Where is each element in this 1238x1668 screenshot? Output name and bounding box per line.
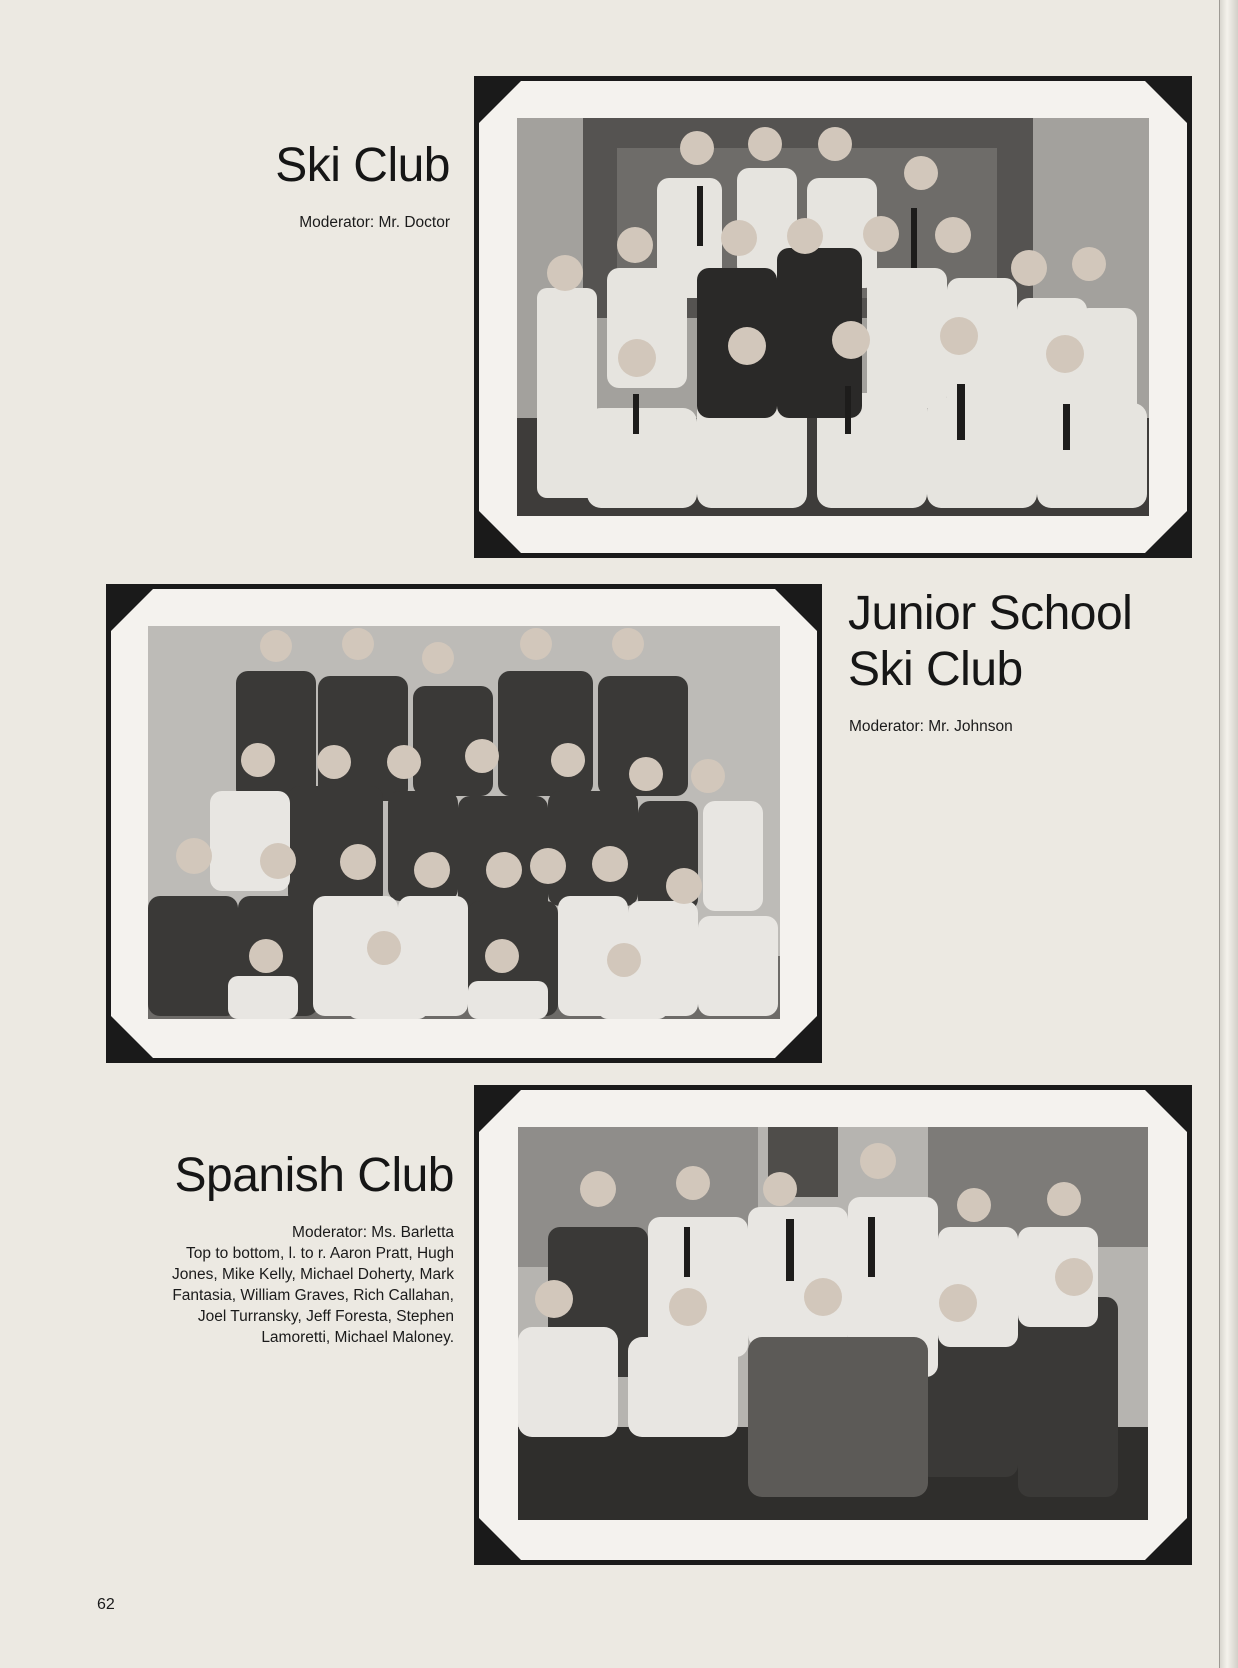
ski-club-title: Ski Club — [275, 139, 450, 192]
junior-ski-club-title-line2: Ski Club — [848, 643, 1023, 696]
junior-ski-club-group-photo — [148, 626, 780, 1019]
spanish-club-names — [110, 1243, 454, 1348]
spanish-club-group-photo — [518, 1127, 1148, 1520]
ski-club-photo-frame — [474, 76, 1192, 558]
group-photo-image — [518, 1127, 1148, 1520]
group-photo-image — [517, 118, 1149, 516]
names-line: Fantasia, William Graves, Rich Callahan, — [172, 1287, 454, 1304]
page-number: 62 — [97, 1596, 115, 1613]
spanish-club-moderator: Moderator: Ms. Barletta — [292, 1224, 454, 1241]
junior-ski-club-moderator: Moderator: Mr. Johnson — [849, 718, 1013, 735]
group-photo-image — [148, 626, 780, 1019]
names-line: Jones, Mike Kelly, Michael Doherty, Mark — [172, 1266, 454, 1283]
ski-club-group-photo — [517, 118, 1149, 516]
spanish-club-photo-frame — [474, 1085, 1192, 1565]
junior-ski-club-title-line1: Junior School — [848, 587, 1133, 640]
spanish-club-title: Spanish Club — [174, 1149, 454, 1202]
names-line: Lamoretti, Michael Maloney. — [261, 1329, 454, 1346]
junior-ski-club-photo-frame — [106, 584, 822, 1063]
page-edge — [1219, 0, 1238, 1668]
names-line: Top to bottom, l. to r. Aaron Pratt, Hugh — [186, 1245, 454, 1262]
names-line: Joel Turransky, Jeff Foresta, Stephen — [197, 1308, 454, 1325]
ski-club-moderator: Moderator: Mr. Doctor — [299, 214, 450, 231]
